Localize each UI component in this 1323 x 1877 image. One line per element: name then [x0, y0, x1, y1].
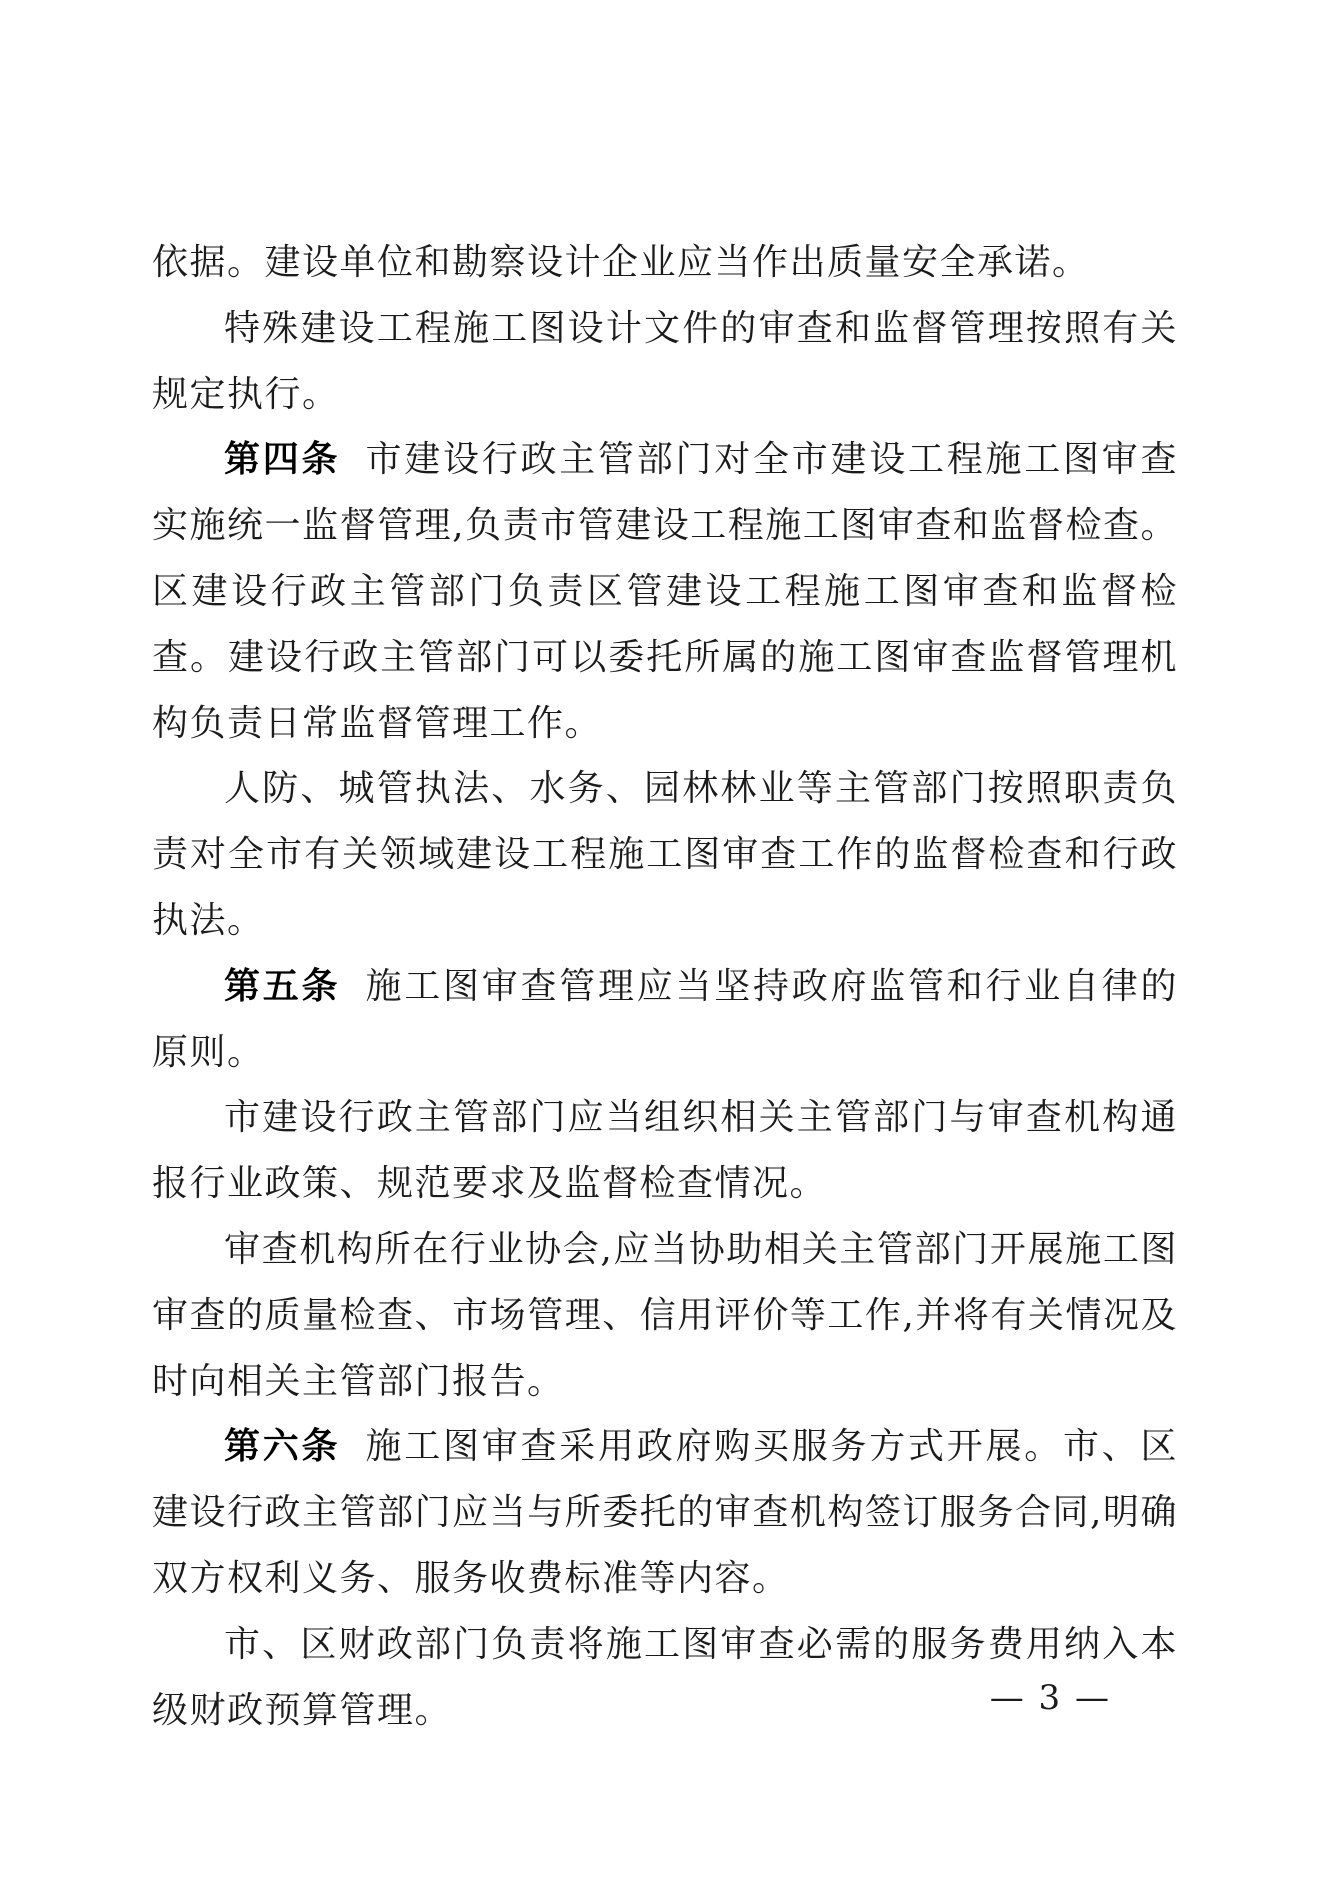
paragraph-continuation — [152, 230, 1178, 296]
paragraph-text: 市建设行政主管部门对全市建设工程施工图审查实施统一监督管理,负责市管建设工程施工图审查和监督检查。区建设行政主管部门负责区管建设工程施工图审查和监督检查。建设行政主管部门可以委托所属的施工图审查监督管理机构负责日常监督管理工作。 — [152, 439, 1178, 744]
document-body — [152, 230, 1178, 1743]
article-number: 第四条 — [224, 439, 341, 481]
paragraph-text: 市、区财政部门负责将施工图审查必需的服务费用纳入本级财政预算管理。 — [152, 1623, 1178, 1731]
page-number: — 3 — — [989, 1678, 1111, 1718]
paragraph-article-6 — [152, 1414, 1178, 1611]
paragraph-text: 施工图审查管理应当坚持政府监管和行业自律的原则。 — [152, 965, 1178, 1073]
paragraph-text: 市建设行政主管部门应当组织相关主管部门与审查机构通报行业政策、规范要求及监督检查情况。 — [152, 1097, 1178, 1205]
paragraph — [152, 1217, 1178, 1414]
article-number: 第五条 — [224, 965, 341, 1007]
paragraph-text: 审查机构所在行业协会,应当协助相关主管部门开展施工图审查的质量检查、市场管理、信用评价等工作,并将有关情况及时向相关主管部门报告。 — [152, 1228, 1178, 1402]
paragraph-article-5 — [152, 954, 1178, 1086]
paragraph — [152, 756, 1178, 953]
paragraph — [152, 296, 1178, 428]
paragraph-text: 特殊建设工程施工图设计文件的审查和监督管理按照有关规定执行。 — [152, 307, 1178, 415]
paragraph-text: 依据。建设单位和勘察设计企业应当作出质量安全承诺。 — [152, 242, 1090, 283]
paragraph — [152, 1085, 1178, 1217]
paragraph-text: 人防、城管执法、水务、园林林业等主管部门按照职责负责对全市有关领域建设工程施工图审查工作的监督检查和行政执法。 — [152, 768, 1178, 941]
article-number: 第六条 — [224, 1426, 341, 1468]
paragraph-article-4 — [152, 427, 1178, 756]
paragraph-text: 施工图审查采用政府购买服务方式开展。市、区建设行政主管部门应当与所委托的审查机构签订服务合同,明确双方权利义务、服务收费标准等内容。 — [152, 1426, 1178, 1599]
